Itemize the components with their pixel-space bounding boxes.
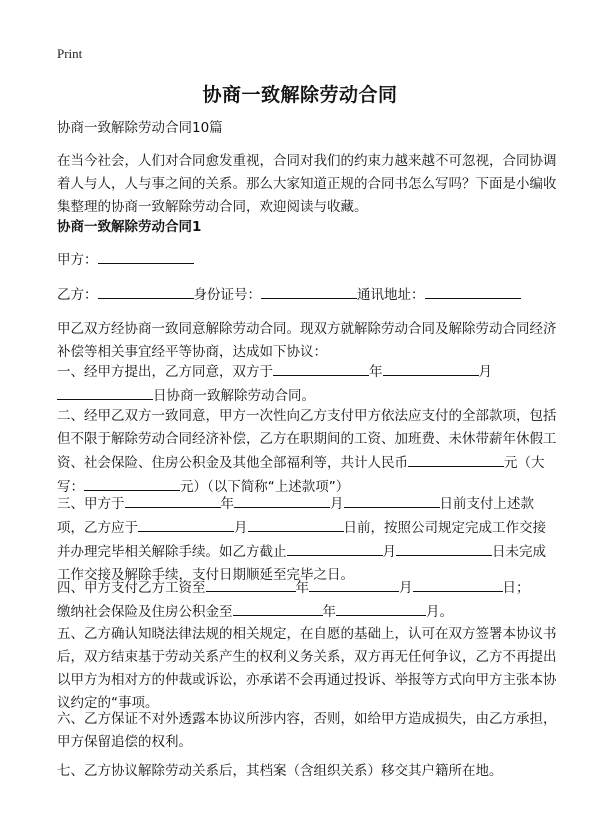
clause3-text-d: 日前支付上述款项 bbox=[57, 496, 534, 536]
clause4-blank-insurance-month bbox=[336, 600, 426, 616]
clause7-text: 七、乙方协议解除劳动关系后，其档案（含组织关系）移交其户籍所在地。 bbox=[57, 763, 503, 779]
intro-paragraph bbox=[57, 150, 557, 219]
clause6-text: 六、乙方保证不对外透露本协议所涉内容，否则，如给甲方造成损失，由乙方承担，甲方保留追偿的权利。 bbox=[57, 711, 557, 750]
id-number-blank bbox=[261, 283, 357, 299]
clause-5 bbox=[57, 623, 557, 715]
party-a-label: 甲方： bbox=[57, 252, 98, 268]
address-label: 通讯地址： bbox=[357, 287, 425, 303]
preamble-text: 甲乙双方经协商一致同意解除劳动合同。现双方就解除劳动合同及解除劳动合同经济补偿等相关事宜经平等协商，达成如下协议： bbox=[57, 321, 557, 360]
clause-4 bbox=[57, 576, 557, 624]
clause3-text-a: 三、甲方于 bbox=[57, 496, 125, 512]
clause2-text-a: 二、经甲乙双方一致同意，甲方一次性向乙方支付甲方依法应支付的全部款项，包括但不限于解除劳动合同经济补偿，乙方在职期间的工资、加班费、未休带薪年休假工资、社会保险、住房公积金及其他全部福利等，共计人民币 bbox=[57, 408, 557, 471]
party-b-blank bbox=[98, 283, 194, 299]
clause3-blank-deadline-day bbox=[396, 540, 492, 556]
clause4-blank-insurance-year bbox=[233, 600, 323, 616]
clause3-text-e: ，乙方应于 bbox=[70, 520, 138, 536]
clause2-text-d: 元）（以下简称“上述款项”） bbox=[180, 479, 350, 495]
intro-text: 在当今社会，人们对合同愈发重视，合同对我们的约束力越来越不可忽视，合同协调着人与人，人与事之间的关系。那么大家知道正规的合同书怎么写吗？下面是小编收集整理的协商一致解除劳动合同，欢迎阅读与收藏。 bbox=[57, 153, 557, 215]
section-heading-text: 协商一致解除劳动合同1 bbox=[57, 219, 202, 235]
party-a-blank bbox=[98, 248, 194, 264]
clause4-text-d: 日； bbox=[502, 580, 530, 596]
document-title: 协商一致解除劳动合同 bbox=[202, 84, 398, 106]
clause3-blank-handover-day bbox=[248, 516, 344, 532]
clause1-blank-day bbox=[57, 384, 153, 400]
clause3-text-i: 月 bbox=[382, 544, 396, 560]
id-number-label: 身份证号： bbox=[193, 287, 261, 303]
clause4-blank-wage-month bbox=[309, 576, 399, 592]
party-a-line bbox=[57, 248, 557, 272]
document-subtitle bbox=[57, 117, 557, 140]
clause2-text-c: （大写： bbox=[57, 455, 545, 495]
clause3-blank-day bbox=[344, 492, 440, 508]
clause-2 bbox=[57, 405, 557, 499]
clause3-blank-month bbox=[234, 492, 330, 508]
clause4-text-a: 四、甲方支付乙方工资至 bbox=[57, 580, 206, 596]
address-blank bbox=[425, 283, 521, 299]
clause1-text-a: 一、经甲方提出，乙方同意，双方于 bbox=[57, 364, 273, 380]
clause-3 bbox=[57, 492, 557, 587]
clause3-blank-year bbox=[125, 492, 221, 508]
clause1-text-b: 年 bbox=[369, 364, 383, 380]
clause3-blank-deadline-month bbox=[287, 540, 383, 556]
clause4-blank-wage-year bbox=[206, 576, 296, 592]
clause4-text-g: 月。 bbox=[426, 604, 453, 620]
clause-1 bbox=[57, 360, 557, 408]
clause3-text-c: 月 bbox=[330, 496, 344, 512]
preamble-paragraph bbox=[57, 318, 557, 364]
clause3-text-k: 作交接及解除手续，支付日期顺延至完毕之日。 bbox=[70, 567, 354, 583]
clause3-text-f: 月 bbox=[234, 520, 248, 536]
clause1-text-c: 月 bbox=[478, 364, 492, 380]
clause4-text-b: 年 bbox=[295, 580, 309, 596]
subtitle-text: 协商一致解除劳动合同10篇 bbox=[57, 120, 223, 136]
party-b-line bbox=[57, 283, 557, 307]
clause4-text-e: 缴纳社会保险及住房公积金至 bbox=[57, 604, 233, 620]
print-link[interactable]: Print bbox=[57, 46, 83, 61]
clause2-text-b: 元 bbox=[504, 455, 518, 471]
party-b-label: 乙方： bbox=[57, 287, 98, 303]
clause1-blank-year bbox=[273, 360, 369, 376]
clause4-text-f: 年 bbox=[322, 604, 336, 620]
clause4-text-c: 月 bbox=[399, 580, 413, 596]
clause3-text-h: 办理完毕相关解除手续。如乙方截止 bbox=[70, 544, 287, 560]
clause3-text-b: 年 bbox=[220, 496, 234, 512]
clause2-blank-capital bbox=[84, 475, 180, 491]
clause2-blank-amount bbox=[408, 451, 504, 467]
clause-7 bbox=[57, 760, 557, 783]
clause3-blank-handover-month bbox=[138, 516, 234, 532]
clause1-text-d: 日协商一致解除劳动合同。 bbox=[153, 388, 315, 404]
clause5-text: 五、乙方确认知晓法律法规的相关规定，在自愿的基础上，认可在双方签署本协议书后，双方结束基于劳动关系产生的权利义务关系，双方再无任何争议，乙方不再提出以甲方为相对方的仲裁或诉讼，亦承诺不会再通过投诉、举报等方式向甲方主张本协议约定的“事项。 bbox=[57, 626, 557, 711]
clause-6 bbox=[57, 708, 557, 754]
clause1-blank-month bbox=[383, 360, 479, 376]
clause3-text-j: 日未完成工 bbox=[57, 544, 546, 583]
clause4-blank-wage-day bbox=[413, 576, 503, 592]
clause3-text-g: 日前，按照公司规定完成工作交接并 bbox=[57, 520, 546, 560]
section-heading bbox=[57, 216, 557, 239]
